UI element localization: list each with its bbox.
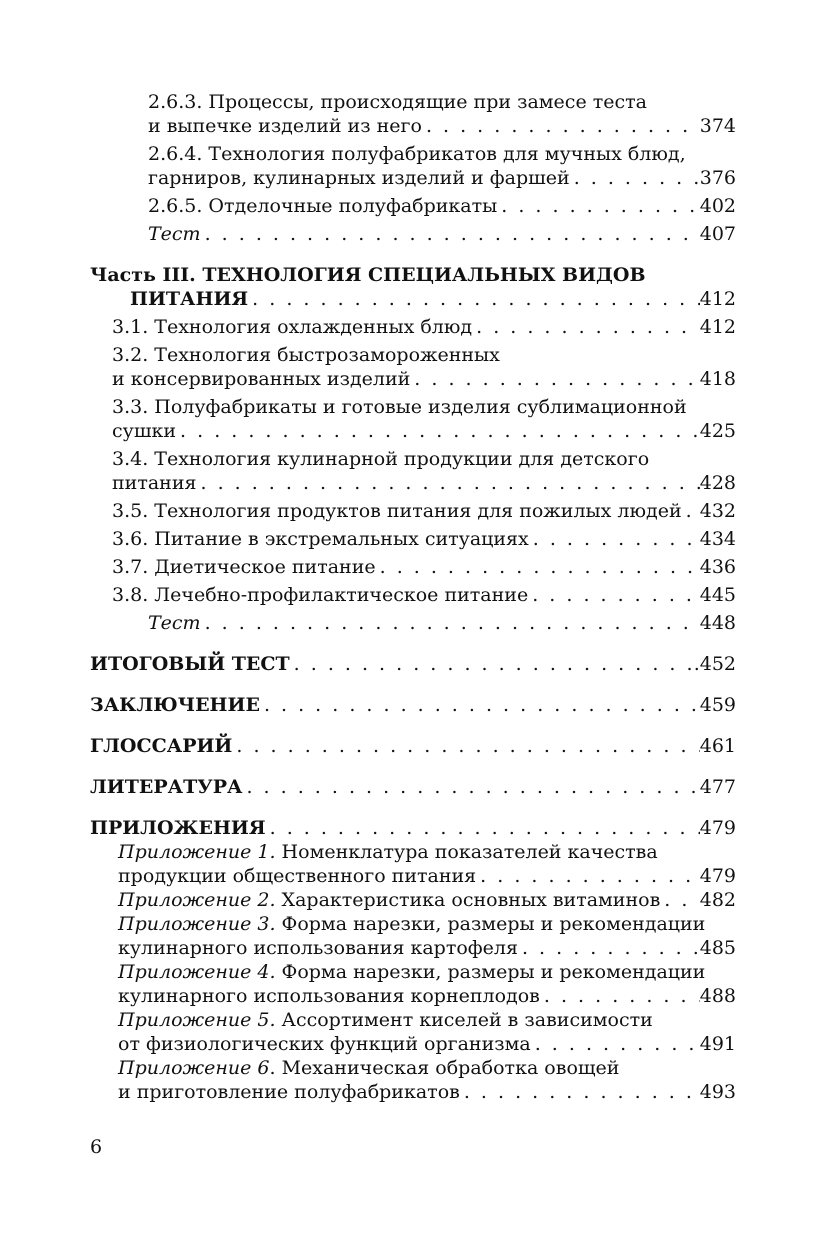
page-ref: 488 [699, 985, 736, 1007]
toc-appendix-1: Приложение 1. Номенклатура показателей качества [118, 841, 658, 863]
page-ref: 479 [699, 865, 736, 887]
toc-appendices: ПРИЛОЖЕНИЯ . . . 479 [90, 816, 736, 840]
toc-entry-3-5: 3.5. Технология продуктов питания для пожилых людей . . . 432 [90, 499, 736, 523]
toc-appendix-4-cont: кулинарного использования корнеплодов . . . 488 [90, 984, 736, 1008]
toc-appendix-2: Приложение 2. Характеристика основных витаминов . . . 482 [90, 888, 736, 912]
toc-entry-2-6-5: 2.6.5. Отделочные полуфабрикаты . . . 402 [90, 194, 736, 218]
toc-entry-2-6-4-cont: гарниров, кулинарных изделий и фаршей . . . 376 [90, 166, 736, 190]
toc-entry-3-4-cont: питания . . . 428 [90, 471, 736, 495]
page-ref: 491 [699, 1033, 736, 1055]
page-ref: 482 [699, 889, 736, 911]
page-ref: 477 [699, 776, 736, 798]
page-ref: 374 [699, 115, 736, 137]
toc-entry-3-8: 3.8. Лечебно-профилактическое питание . . . 445 [90, 583, 736, 607]
toc-entry-3-4: 3.4. Технология кулинарной продукции для детского [112, 448, 650, 470]
page-ref: 425 [699, 420, 736, 442]
toc-entry-2-6-3-cont: и выпечке изделий из него . . . 374 [90, 114, 736, 138]
page-ref: 448 [699, 612, 736, 634]
toc-appendix-6-cont: и приготовление полуфабрикатов . . . 493 [90, 1080, 736, 1104]
toc-conclusion: ЗАКЛЮЧЕНИЕ . . . 459 [90, 693, 736, 717]
page-ref: 412 [699, 316, 736, 338]
toc-entry-3-7: 3.7. Диетическое питание . . . 436 [90, 555, 736, 579]
toc-appendix-3-cont: кулинарного использования картофеля . . . 485 [90, 936, 736, 960]
toc-appendix-3: Приложение 3. Форма нарезки, размеры и рекомендации [118, 913, 706, 935]
page-ref: 459 [699, 694, 736, 716]
toc-entry-2-6-3: 2.6.3. Процессы, происходящие при замесе теста [148, 91, 647, 113]
toc-appendix-1-cont: продукции общественного питания . . . 479 [90, 864, 736, 888]
toc-entry-test-2: Тест . . . 448 [90, 611, 736, 635]
page-ref: 436 [699, 556, 736, 578]
page-ref: 376 [699, 167, 736, 189]
toc-appendix-5: Приложение 5. Ассортимент киселей в зависимости [118, 1009, 653, 1031]
toc-final-test: ИТОГОВЫЙ ТЕСТ . . . .452 [90, 652, 736, 676]
page-ref: 432 [699, 500, 736, 522]
toc-appendix-6: Приложение 6. Механическая обработка овощей [118, 1057, 620, 1079]
toc-part-3-cont: ПИТАНИЯ . . . 412 [90, 287, 736, 311]
toc-entry-3-6: 3.6. Питание в экстремальных ситуациях . . . 434 [90, 527, 736, 551]
page-ref: 485 [699, 937, 736, 959]
toc-entry-test: Тест . . . 407 [90, 222, 736, 246]
page-ref: 412 [699, 288, 736, 310]
toc-appendix-5-cont: от физиологических функций организма . . . 491 [90, 1032, 736, 1056]
toc-glossary: ГЛОССАРИЙ . . . 461 [90, 734, 736, 758]
page-ref: 407 [699, 223, 736, 245]
toc-part-3: Часть III. ТЕХНОЛОГИЯ СПЕЦИАЛЬНЫХ ВИДОВ [90, 264, 646, 286]
toc-entry-3-3-cont: сушки . . . 425 [90, 419, 736, 443]
toc-entry-3-2-cont: и консервированных изделий . . . 418 [90, 367, 736, 391]
page-ref: 445 [699, 584, 736, 606]
page-ref: .452 [693, 653, 736, 675]
page-ref: 479 [699, 817, 736, 839]
page-ref: 402 [699, 195, 736, 217]
page-number: 6 [90, 1136, 103, 1158]
page-ref: 461 [699, 735, 736, 757]
table-of-contents [90, 90, 736, 1104]
page-ref: 428 [699, 472, 736, 494]
toc-entry-2-6-4: 2.6.4. Технология полуфабрикатов для мучных блюд, [148, 143, 686, 165]
toc-literature: ЛИТЕРАТУРА . . . 477 [90, 775, 736, 799]
page-ref: 434 [699, 528, 736, 550]
toc-appendix-4: Приложение 4. Форма нарезки, размеры и рекомендации [118, 961, 706, 983]
toc-entry-3-2: 3.2. Технология быстрозамороженных [112, 344, 500, 366]
page-ref: 418 [699, 368, 736, 390]
toc-entry-3-1: 3.1. Технология охлажденных блюд . . . 412 [90, 315, 736, 339]
page-ref: 493 [699, 1081, 736, 1103]
toc-entry-3-3: 3.3. Полуфабрикаты и готовые изделия сублимационной [112, 396, 687, 418]
